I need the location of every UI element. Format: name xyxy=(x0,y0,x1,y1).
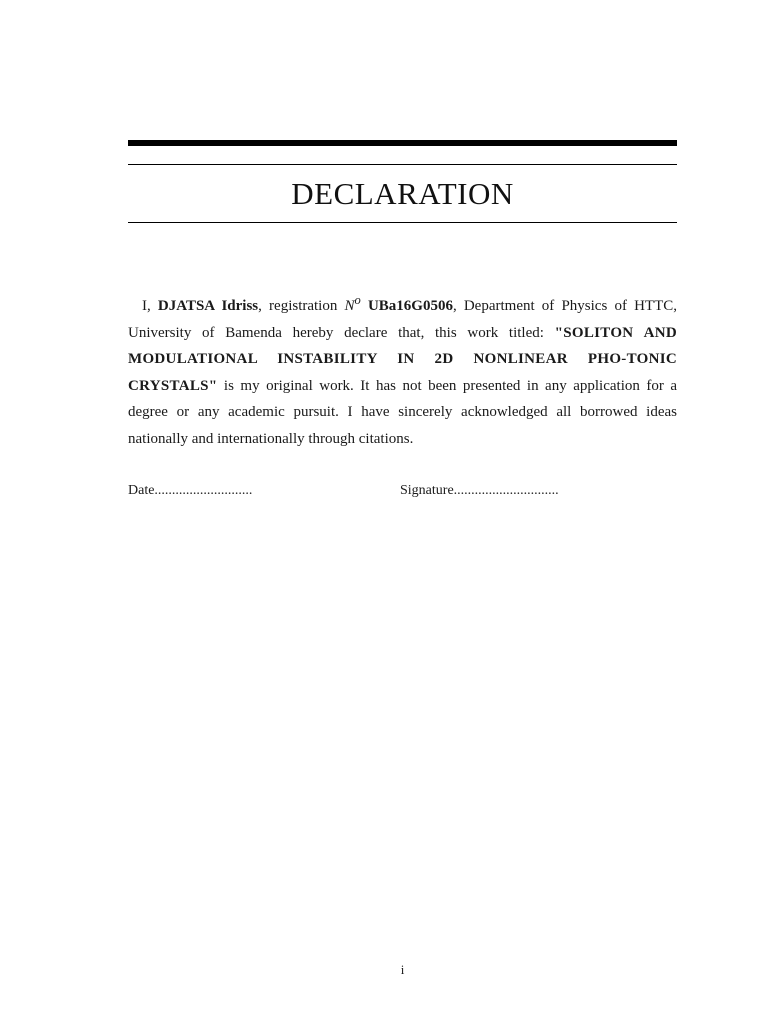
author-name: DJATSA Idriss xyxy=(157,298,259,314)
date-field: Date............................ xyxy=(128,483,253,498)
page-number: i xyxy=(400,962,405,977)
affiliation-text: , Department of Physics of HTTC, University of Bamenda hereby declare that, this work titled: xyxy=(128,298,677,341)
registration-prefix: , registration xyxy=(258,298,345,314)
page-title: DECLARATION xyxy=(291,176,514,211)
number-symbol xyxy=(344,293,361,314)
number-symbol-letter: N xyxy=(344,298,355,314)
signature-field: Signature.............................. xyxy=(400,483,559,498)
declaration-paragraph xyxy=(128,287,677,452)
work-title: "SOLITON AND MODULATIONAL INSTABILITY IN 2D NONLINEAR PHO-TONIC CRYSTALS" xyxy=(128,324,677,394)
title-bottom-rule xyxy=(128,222,677,223)
top-thick-rule xyxy=(128,140,677,146)
pronoun: I, xyxy=(142,298,158,314)
closing-text: is my original work. It has not been presented in any application for a degree or any academic pursuit. I have sincerely acknowledged all borrowed ideas nationally and internationally through citations. xyxy=(128,377,677,447)
number-superscript: o xyxy=(354,293,361,307)
registration-number: UBa16G0506 xyxy=(367,298,453,314)
top-thin-rule xyxy=(128,164,677,165)
